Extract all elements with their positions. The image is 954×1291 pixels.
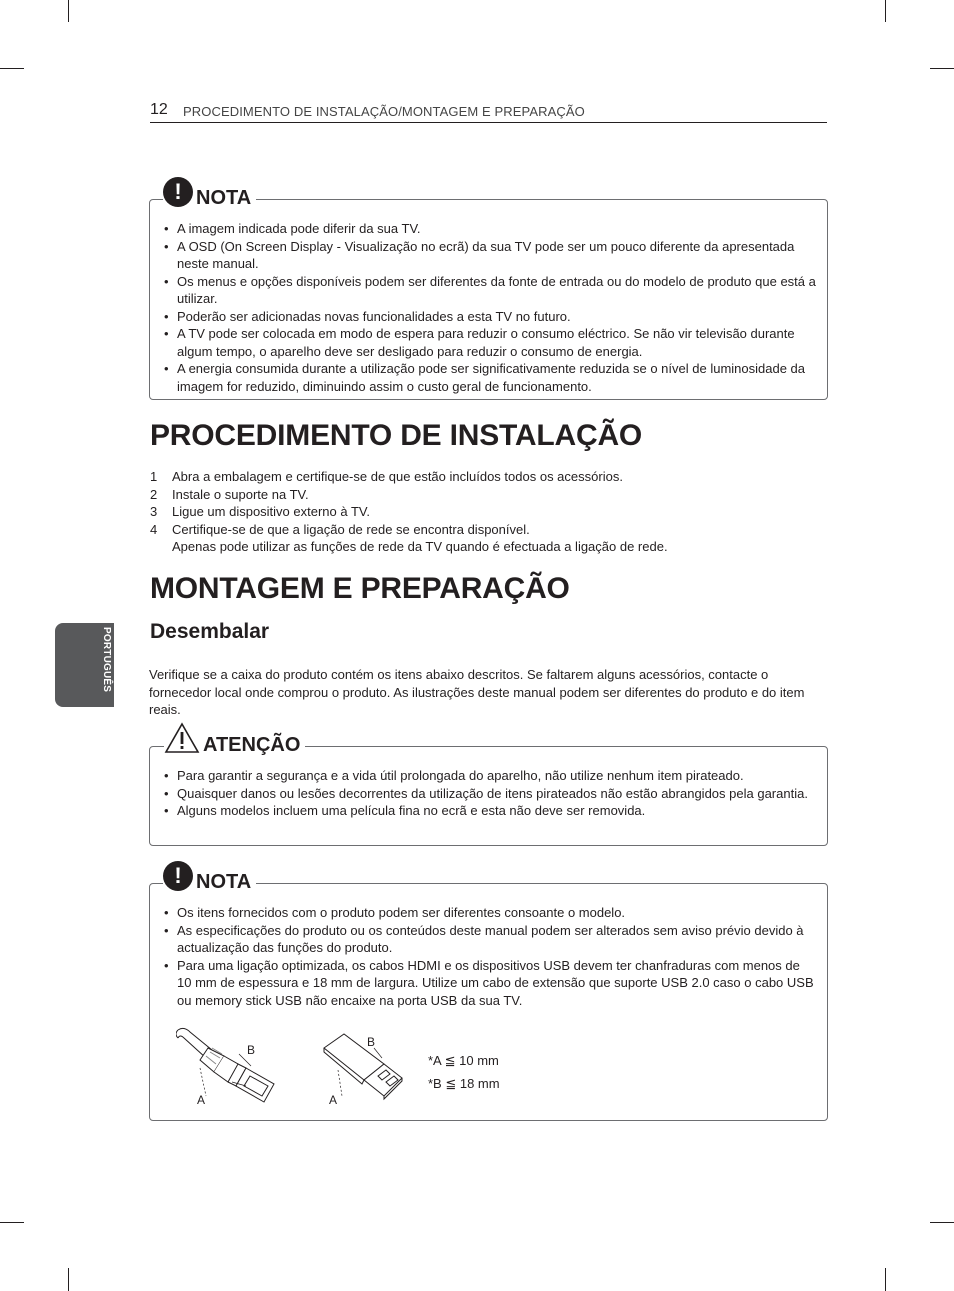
- spec-a: *A ≦ 10 mm: [428, 1053, 499, 1068]
- step-continuation: [150, 538, 830, 556]
- list-item: • A OSD (On Screen Display - Visualização no ecrã) da sua TV pode ser um pouco diferente da apresentada neste manual.: [163, 238, 817, 273]
- usb-label-b: B: [367, 1035, 376, 1049]
- list-item: • As especificações do produto ou os conteúdos deste manual podem ser alterados sem aviso prévio devido à actualização das funções do produto.: [163, 922, 817, 957]
- note-list: [163, 904, 817, 1009]
- hdmi-label-a: A: [197, 1093, 206, 1107]
- step-item: [150, 521, 830, 539]
- intro-paragraph: Verifique se a caixa do produto contém os itens abaixo descritos. Se faltarem alguns acessórios, contacte o fornecedor local onde comprou o produto. As ilustrações deste manual podem ser diferentes do produto e do item reais.: [149, 667, 805, 717]
- list-item: • Os menus e opções disponíveis podem ser diferentes da fonte de entrada ou do modelo de produto que está a utilizar.: [163, 273, 817, 308]
- crop-mark: [0, 68, 24, 69]
- note-title: NOTA: [196, 187, 252, 209]
- hdmi-plug-illustration: [176, 1024, 286, 1110]
- note-box: [149, 179, 828, 400]
- spec-b: *B ≦ 18 mm: [428, 1076, 500, 1091]
- step-number: 1: [150, 469, 158, 484]
- caution-header: [164, 720, 305, 760]
- language-tab-label: PORTUGUÊS: [101, 627, 112, 693]
- section-title: PROCEDIMENTO DE INSTALAÇÃO: [150, 419, 643, 452]
- list-item: • Os itens fornecidos com o produto podem ser diferentes consoante o modelo.: [163, 904, 817, 922]
- step-item: [150, 486, 830, 504]
- step-text: Apenas pode utilizar as funções de rede da TV quando é efectuada a ligação de rede.: [172, 539, 668, 554]
- usb-stick-illustration: [322, 1024, 412, 1110]
- list-item: • A energia consumida durante a utilização pode ser significativamente reduzida se o nível de luminosidade da imagem for reduzido, diminuindo assim o custo geral de funcionamento.: [163, 360, 817, 395]
- subsection-title: Desembalar: [150, 620, 270, 643]
- step-number: 3: [150, 504, 158, 519]
- step-text: Ligue um dispositivo externo à TV.: [172, 504, 371, 519]
- crop-mark: [885, 0, 886, 22]
- crop-mark: [930, 68, 954, 69]
- list-item: • Poderão ser adicionadas novas funcionalidades a esta TV no futuro.: [163, 308, 817, 326]
- warning-triangle-icon: [164, 722, 200, 754]
- list-item: • A TV pode ser colocada em modo de espera para reduzir o consumo eléctrico. Se não vir televisão durante algum tempo, o aparelho deve ser desligado para reduzir o consumo de energia.: [163, 325, 817, 360]
- step-number: 4: [150, 521, 158, 537]
- list-item: • Alguns modelos incluem uma película fina no ecrã e esta não deve ser removida.: [163, 802, 817, 820]
- section-title: MONTAGEM E PREPARAÇÃO: [150, 572, 570, 605]
- caution-title: ATENÇÃO: [203, 734, 301, 756]
- list-item: • Quaisquer danos ou lesões decorrentes da utilização de itens pirateados não estão abrangidos pela garantia.: [163, 785, 817, 803]
- install-steps: [150, 468, 830, 556]
- page-number: 12: [150, 101, 168, 118]
- caution-box: [149, 734, 828, 846]
- language-tab: [55, 623, 114, 707]
- crop-mark: [0, 1222, 24, 1223]
- crop-mark: [68, 0, 69, 22]
- hdmi-label-b: B: [247, 1043, 256, 1057]
- note-list: [163, 220, 817, 395]
- usb-label-a: A: [329, 1093, 338, 1107]
- step-number: 2: [150, 486, 158, 502]
- step-item: [150, 503, 830, 521]
- step-text: Instale o suporte na TV.: [172, 486, 309, 502]
- list-item: • Para uma ligação optimizada, os cabos HDMI e os dispositivos USB devem ter chanfraduras com menos de 10 mm de espessura e 18 mm de largura. Utilize um cabo de extensão que suporte USB 2.0 caso o cabo USB ou memory stick USB não encaixe na porta USB da sua TV.: [163, 957, 817, 1010]
- caution-list: [163, 767, 817, 820]
- running-title: PROCEDIMENTO DE INSTALAÇÃO/MONTAGEM E PREPARAÇÃO: [183, 104, 585, 119]
- crop-mark: [930, 1222, 954, 1223]
- step-text: Certifique-se de que a ligação de rede se encontra disponível.: [172, 521, 530, 537]
- exclamation-circle-icon: !: [163, 177, 193, 207]
- crop-mark: [885, 1268, 886, 1291]
- note-header: [163, 857, 256, 897]
- note-header: [163, 173, 256, 213]
- page-header: [150, 100, 827, 123]
- step-text: Abra a embalagem e certifique-se de que estão incluídos todos os acessórios.: [172, 469, 623, 484]
- exclamation-circle-icon: !: [163, 861, 193, 891]
- note-title: NOTA: [196, 871, 252, 893]
- list-item: • Para garantir a segurança e a vida útil prolongada do aparelho, não utilize nenhum item pirateado.: [163, 767, 817, 785]
- list-item: • A imagem indicada pode diferir da sua TV.: [163, 220, 817, 238]
- crop-mark: [68, 1268, 69, 1291]
- step-item: [150, 468, 830, 486]
